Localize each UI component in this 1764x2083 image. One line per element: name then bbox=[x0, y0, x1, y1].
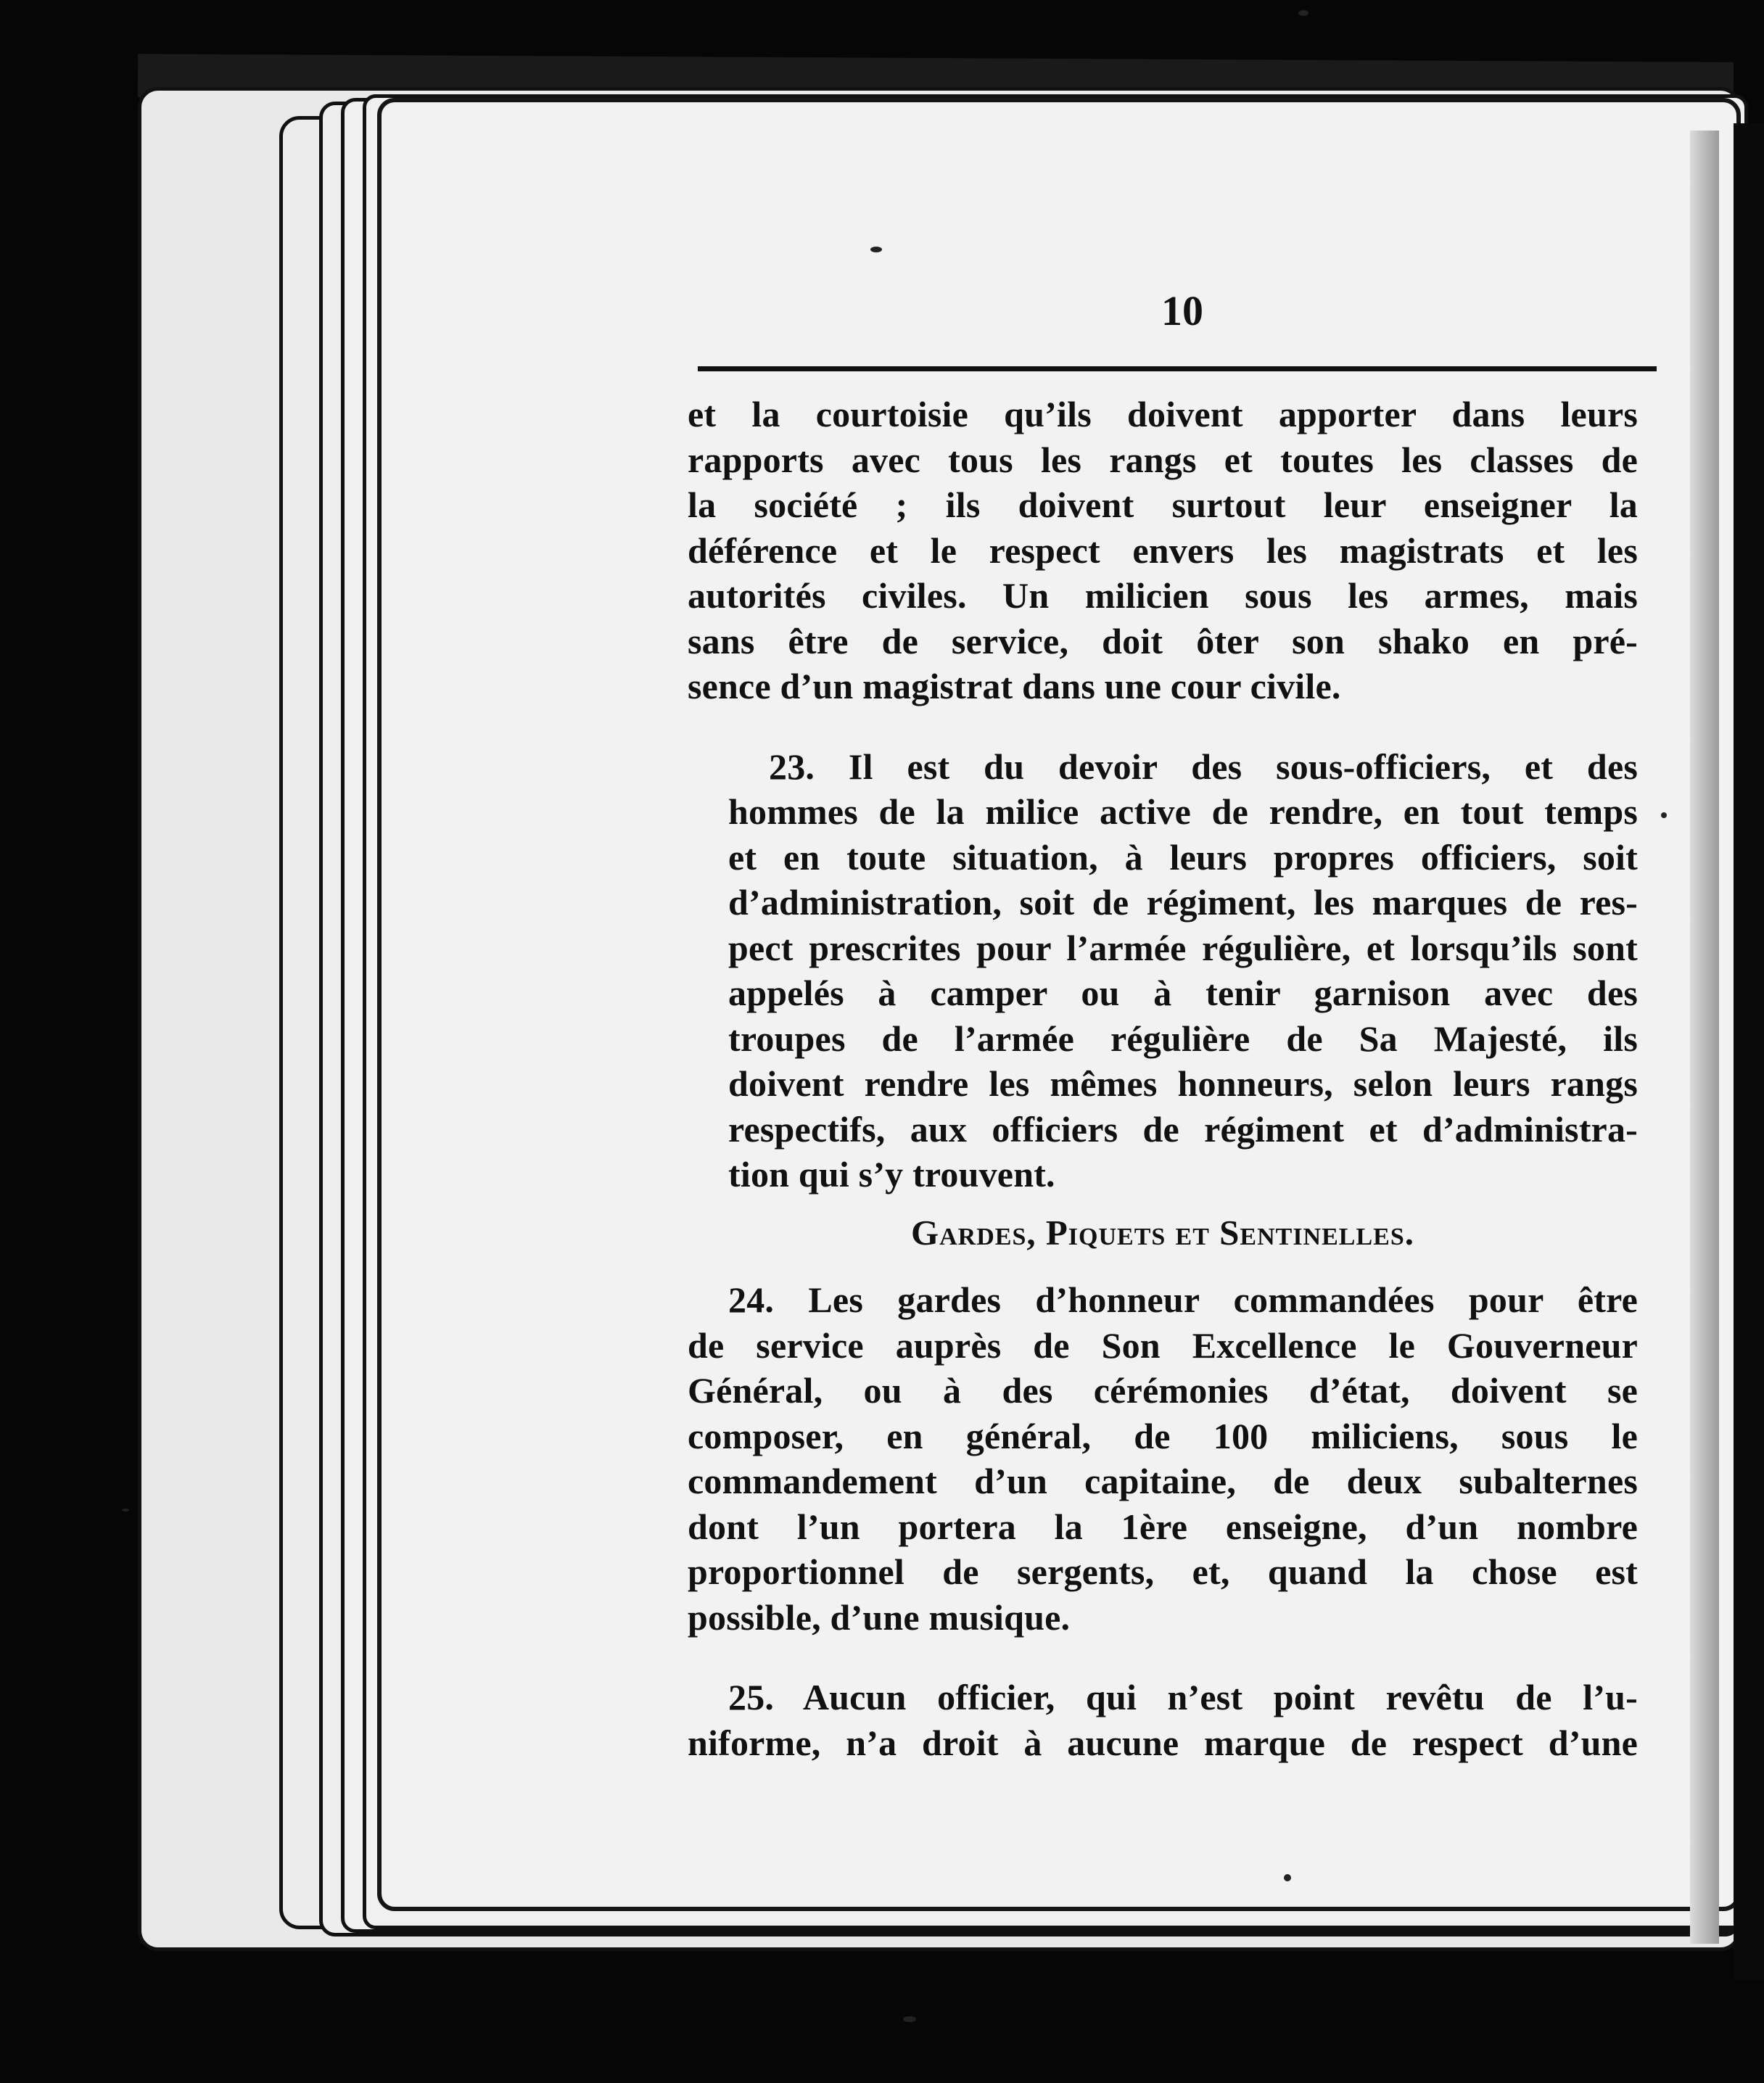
scan-speck bbox=[903, 2016, 916, 2022]
scan-speck bbox=[1298, 10, 1308, 16]
scan-speck bbox=[1284, 1874, 1291, 1881]
text-line: de service auprès de Son Excellence le Gouverneur bbox=[688, 1324, 1638, 1366]
text-line: pect prescrites pour l’armée régulière, et lorsqu’ils sont bbox=[728, 927, 1638, 968]
text-line: et en toute situation, à leurs propres officiers, soit bbox=[728, 836, 1638, 878]
page-number: 10 bbox=[1161, 287, 1203, 334]
text-line: d’administration, soit de régiment, les marques de res- bbox=[728, 882, 1638, 923]
text-line: rapports avec tous les rangs et toutes les classes de bbox=[688, 439, 1638, 480]
text-line: troupes de l’armée régulière de Sa Majesté, ils bbox=[728, 1018, 1638, 1059]
text-line: Général, ou à des cérémonies d’état, doivent se bbox=[688, 1370, 1638, 1411]
text-line: et la courtoisie qu’ils doivent apporter dans leurs bbox=[688, 394, 1638, 434]
text-line: niforme, n’a droit à aucune marque de respect d’une bbox=[688, 1722, 1638, 1763]
right-shadow bbox=[1734, 123, 1764, 1980]
scan-speck bbox=[122, 1509, 129, 1511]
text-line: appelés à camper ou à tenir garnison avec des bbox=[728, 973, 1638, 1013]
text-line: dont l’un portera la 1ère enseigne, d’un nombre bbox=[688, 1506, 1638, 1547]
paragraph-continuation bbox=[688, 392, 1638, 709]
text-line: possible, d’une musique. bbox=[688, 1596, 1071, 1638]
paragraph-25 bbox=[688, 1675, 1638, 1765]
facing-page-edge bbox=[1690, 131, 1719, 1944]
text-line: la société ; ils doivent surtout leur enseigner la bbox=[688, 484, 1638, 525]
text-line: commandement d’un capitaine, de deux subalternes bbox=[688, 1461, 1638, 1501]
text-line: 24. Les gardes d’honneur commandées pour être bbox=[728, 1279, 1638, 1320]
text-line: respectifs, aux officiers de régiment et d’administra- bbox=[728, 1108, 1638, 1150]
text-line: déférence et le respect envers les magistrats et les bbox=[688, 529, 1638, 571]
scan-speck bbox=[1661, 812, 1667, 818]
text-line: 23. Il est du devoir des sous-officiers, et des bbox=[769, 746, 1638, 787]
paragraph-23 bbox=[688, 744, 1638, 1197]
text-line: hommes de la milice active de rendre, en tout temps bbox=[728, 791, 1638, 832]
text-line: sans être de service, doit ôter son shako en pré- bbox=[688, 620, 1638, 661]
text-line: autorités civiles. Un milicien sous les armes, mais bbox=[688, 575, 1638, 616]
text-line: sence d’un magistrat dans une cour civile. bbox=[688, 666, 1341, 706]
text-line: composer, en général, de 100 miliciens, sous le bbox=[688, 1415, 1638, 1456]
page-body bbox=[688, 392, 1638, 1765]
text-line: 25. Aucun officier, qui n’est point revêtu de l’u- bbox=[728, 1677, 1638, 1717]
scan-speck bbox=[870, 247, 882, 252]
text-line: proportionnel de sergents, et, quand la chose est bbox=[688, 1551, 1638, 1592]
text-line: tion qui s’y trouvent. bbox=[728, 1154, 1055, 1195]
paragraph-24 bbox=[688, 1277, 1638, 1640]
header-rule bbox=[698, 366, 1657, 371]
section-heading: Gardes, Piquets et Sentinelles. bbox=[911, 1212, 1414, 1253]
text-line: doivent rendre les mêmes honneurs, selon leurs rangs bbox=[728, 1063, 1638, 1104]
